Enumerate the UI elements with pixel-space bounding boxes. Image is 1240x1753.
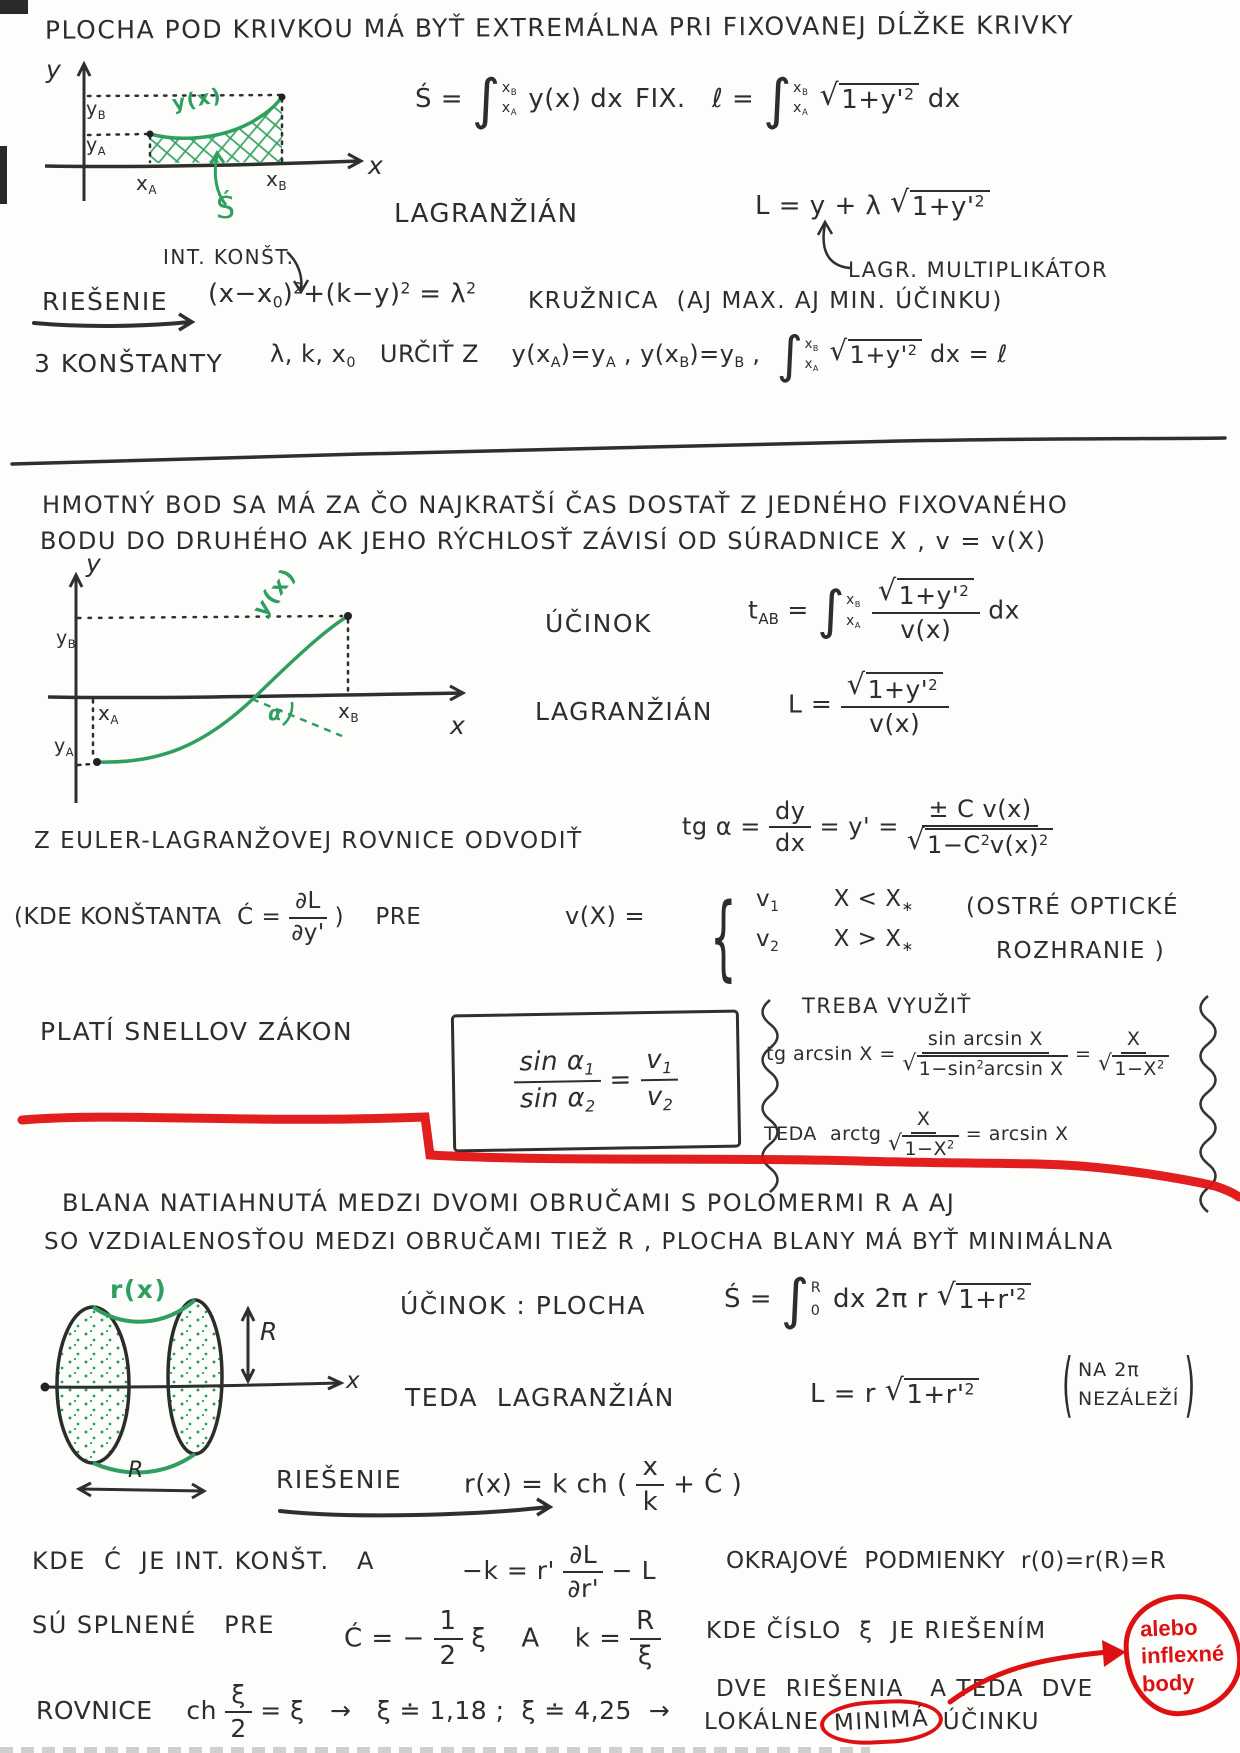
s2-intro-line1: HMOTNÝ BOD SA MÁ ZA ČO NAJKRATŠÍ ČAS DOSTAŤ Z JEDNÉHO FIXOVANÉHO xyxy=(42,491,1069,519)
fig3-R-horizontal-label: R xyxy=(128,1458,145,1483)
fig1-curve-label: y(x) xyxy=(170,82,224,116)
fig1-xB-label: $x_B$ xyxy=(266,167,287,194)
s1-circle-note: KRUŽNICA (AJ MAX. AJ MIN. ÚČINKU) xyxy=(528,288,1003,314)
s2-snell-box xyxy=(451,1009,741,1152)
s3-red-note-line1: alebo xyxy=(1139,1614,1198,1642)
scan-artifact-corner xyxy=(0,0,28,14)
s3-2pi-note xyxy=(1062,1343,1196,1426)
s2-derive-label: Z EULER-LAGRANŽOVEJ ROVNICE ODVODIŤ xyxy=(34,828,583,854)
fig2-y-axis-label: y xyxy=(86,549,103,578)
s3-result-lokalne: LOKÁLNE xyxy=(704,1708,820,1735)
s3-action-formula: Ś = ∫ R 0 dx 2π r √ $1+r'^2$ xyxy=(724,1272,1031,1327)
fig1-area-label: Ś xyxy=(216,191,237,226)
s3-boundary-conditions: OKRAJOVÉ PODMIENKY r(0)=r(R)=R xyxy=(726,1548,1167,1574)
fig1-yB-label: $y_B$ xyxy=(86,98,106,122)
s2-aside-title: TREBA VYUŽIŤ xyxy=(802,994,972,1018)
s1-fixed-length-formula: FIX. ℓ = ∫ $x_B$ $x_A$ √ $1+y'^2$ dx xyxy=(635,67,961,131)
s3-2pi-note-line1: NA 2π xyxy=(1077,1359,1140,1381)
s3-satisfied-label: SÚ SPLNENÉ PRE xyxy=(32,1611,275,1639)
s2-case-2: $v_2$ $X > X_∗$ xyxy=(756,926,914,955)
s3-legendre-formula: −k = r' $\frac{\partial L}{\partial r'}$ − L xyxy=(462,1540,657,1603)
s2-velocity-lhs: v(X) = xyxy=(565,902,646,930)
riesenie-arrow-1 xyxy=(34,322,190,326)
s1-lagrangian-label: LAGRANŽIÁN xyxy=(394,199,579,229)
fig3-right-hoop xyxy=(168,1300,222,1454)
fig3-R-vertical-label: R xyxy=(260,1317,279,1346)
s2-aside-identity-2: TEDA arctg X √ $1-X^2$ = arcsin X xyxy=(764,1108,1069,1160)
scan-smudge-bottom xyxy=(0,1747,870,1753)
fig2-curve xyxy=(97,616,348,762)
s3-red-note-line2: inflexné xyxy=(1140,1640,1225,1669)
fig1-xA-label: $x_A$ xyxy=(136,171,157,198)
lagr-multiplier-arrow xyxy=(824,224,850,268)
aside-squiggle-right xyxy=(1201,996,1216,1212)
s2-lagrangian-label: LAGRANŽIÁN xyxy=(535,697,714,726)
s2-snell-label: PLATÍ SNELLOV ZÁKON xyxy=(40,1017,354,1046)
s2-constant-note: (KDE KONŠTANTA Ć = $\frac{\partial L}{\partial y'}$ ) PRE xyxy=(14,888,422,946)
s3-result-ucinku: ÚČINKU xyxy=(942,1708,1040,1735)
fig2-dotted-top xyxy=(78,616,342,618)
scan-artifact-edge xyxy=(0,146,7,204)
s3-action-label: ÚČINOK : PLOCHA xyxy=(400,1291,646,1320)
fig3-x-axis-label: x xyxy=(346,1368,362,1394)
s1-int-konst-note: INT. KONŠT. xyxy=(163,245,295,269)
fig1-yA-label: $y_A$ xyxy=(86,134,106,158)
s1-lagrangian-formula: L = y + λ √ $1+y'^2$ xyxy=(755,190,990,223)
fig3-R-horizontal-arrow xyxy=(80,1489,203,1491)
fig2-angle-label: α xyxy=(268,701,284,725)
s3-xi-note: KDE ČÍSLO ξ JE RIEŠENÍM xyxy=(706,1618,1047,1644)
s3-2pi-note-rparen: ) xyxy=(1184,1343,1196,1426)
s3-2pi-note-lparen: ( xyxy=(1062,1343,1073,1426)
fig2-tangent-dashed xyxy=(252,699,342,736)
s1-constants-formula: λ, k, $x_0$ URČIŤ Z $y(x_A)=y_A$ , $y(x_B)=y_B$ , ∫ $x_B$ $x_A$ √ $1+y'^2$ dx = ℓ xyxy=(270,325,1008,384)
s3-intro-line1: BLANA NATIAHNUTÁ MEDZI DVOMI OBRUČAMI S POLOMERMI R A AJ xyxy=(62,1189,956,1217)
fig1-x-axis-label: x xyxy=(368,151,385,180)
s1-constants-label: 3 KONŠTANTY xyxy=(34,349,224,378)
s2-interface-note-2: ROZHRANIE ) xyxy=(996,938,1166,964)
fig2-fastest-path xyxy=(20,545,480,815)
fig2-yB-label: $y_B$ xyxy=(56,627,76,651)
s1-solution-label: RIEŠENIE xyxy=(42,287,169,316)
s3-red-annotation-blob xyxy=(1122,1592,1240,1718)
s3-equation-line: ROVNICE ch $\frac{\xi}{2}$ = ξ → ξ ≐ 1,18 ; ξ ≐ 4,25 → xyxy=(36,1680,671,1743)
s2-intro-line2: BODU DO DRUHÉHO AK JEHO RÝCHLOSŤ ZÁVISÍ OD SÚRADNICE X , v = v(X) xyxy=(40,527,1047,555)
s3-lagrangian-label: TEDA LAGRANŽIÁN xyxy=(405,1383,675,1412)
s2-lagrangian-formula: L = √ $1+y'^2$ v(x) xyxy=(788,672,949,739)
fig2-xB-label: $x_B$ xyxy=(338,699,359,726)
s2-cases-brace: { xyxy=(710,883,737,991)
fig2-dotted-yA xyxy=(78,764,93,765)
s2-aside-identity-1: tg arcsin X = sin arcsin X √ $1-\sin^2\arcsin$ X = X √ $1-X^2$ xyxy=(766,1028,1169,1081)
fig1-y-axis-label: y xyxy=(46,55,63,84)
fig2-angle-arc xyxy=(283,702,292,725)
fig2-xA-label: $x_A$ xyxy=(98,701,119,728)
s3-minima-circled: MINIMÁ xyxy=(818,1697,943,1747)
section-divider-line xyxy=(12,438,1225,464)
fig2-curve-label: y(x) xyxy=(248,563,302,622)
s3-2pi-note-line2: NEZÁLEŽÍ xyxy=(1077,1387,1180,1410)
fig2-x-axis-label: x xyxy=(450,711,467,740)
s3-lagrangian-formula: L = r √ $1+r'^2$ xyxy=(810,1378,979,1411)
s1-multiplier-note: LAGR. MULTIPLIKÁTOR xyxy=(848,258,1109,282)
s3-result-line2 xyxy=(704,1700,1040,1744)
s1-circle-formula: $(x-x_0)^2+(k-y)^2 = \lambda^2$ xyxy=(208,279,477,312)
s2-case-1: $v_1$ $X < X_∗$ xyxy=(756,886,914,915)
s2-tangent-formula: tg α = $\frac{dy}{dx}$ = y' = ± C v(x) √ $1-C^2v(x)^2$ xyxy=(682,795,1053,860)
fig2-yA-label: $y_A$ xyxy=(54,735,74,759)
s2-snell-formula: $\frac{\sin \alpha_1}{\sin \alpha_2}$ = $\frac{v_1}{v_2}$ xyxy=(513,1044,679,1117)
s2-action-formula: $t_{AB}$ = ∫ $x_B$ $x_A$ √ $1+y'^2$ v(x) dx xyxy=(748,573,1020,644)
fig3-left-hoop xyxy=(57,1307,129,1463)
s1-title: PLOCHA POD KRIVKOU MÁ BYŤ EXTREMÁLNA PRI FIXOVANEJ DĹŽKE KRIVKY xyxy=(44,10,1075,45)
s3-solution-formula: r(x) = k ch ( $\frac{x}{k}$ + Ć ) xyxy=(464,1452,743,1518)
s3-intro-line2: SO VZDIALENOSŤOU MEDZI OBRUČAMI TIEŽ R , PLOCHA BLANY MÁ BYŤ MINIMÁLNA xyxy=(44,1229,1114,1255)
s2-interface-note-1: (OSTRÉ OPTICKÉ xyxy=(966,894,1180,920)
s3-red-note-line3: body xyxy=(1141,1669,1195,1697)
s3-result-line1: DVE RIEŠENIA A TEDA DVE xyxy=(716,1676,1094,1702)
s3-solution-label: RIEŠENIE xyxy=(276,1465,403,1494)
s2-action-label: ÚČINOK xyxy=(545,609,652,638)
s1-action-formula: Ś = ∫ $x_B$ $x_A$ y(x) dx xyxy=(415,67,624,131)
s3-constants-formula: Ć = − $\frac{1}{2}$ ξ A k = $\frac{R}{\xi}$ xyxy=(344,1606,661,1672)
s3-where-label: KDE Ć JE INT. KONŠT. A xyxy=(32,1547,375,1575)
fig3-radius-function-label: r(x) xyxy=(110,1275,168,1304)
